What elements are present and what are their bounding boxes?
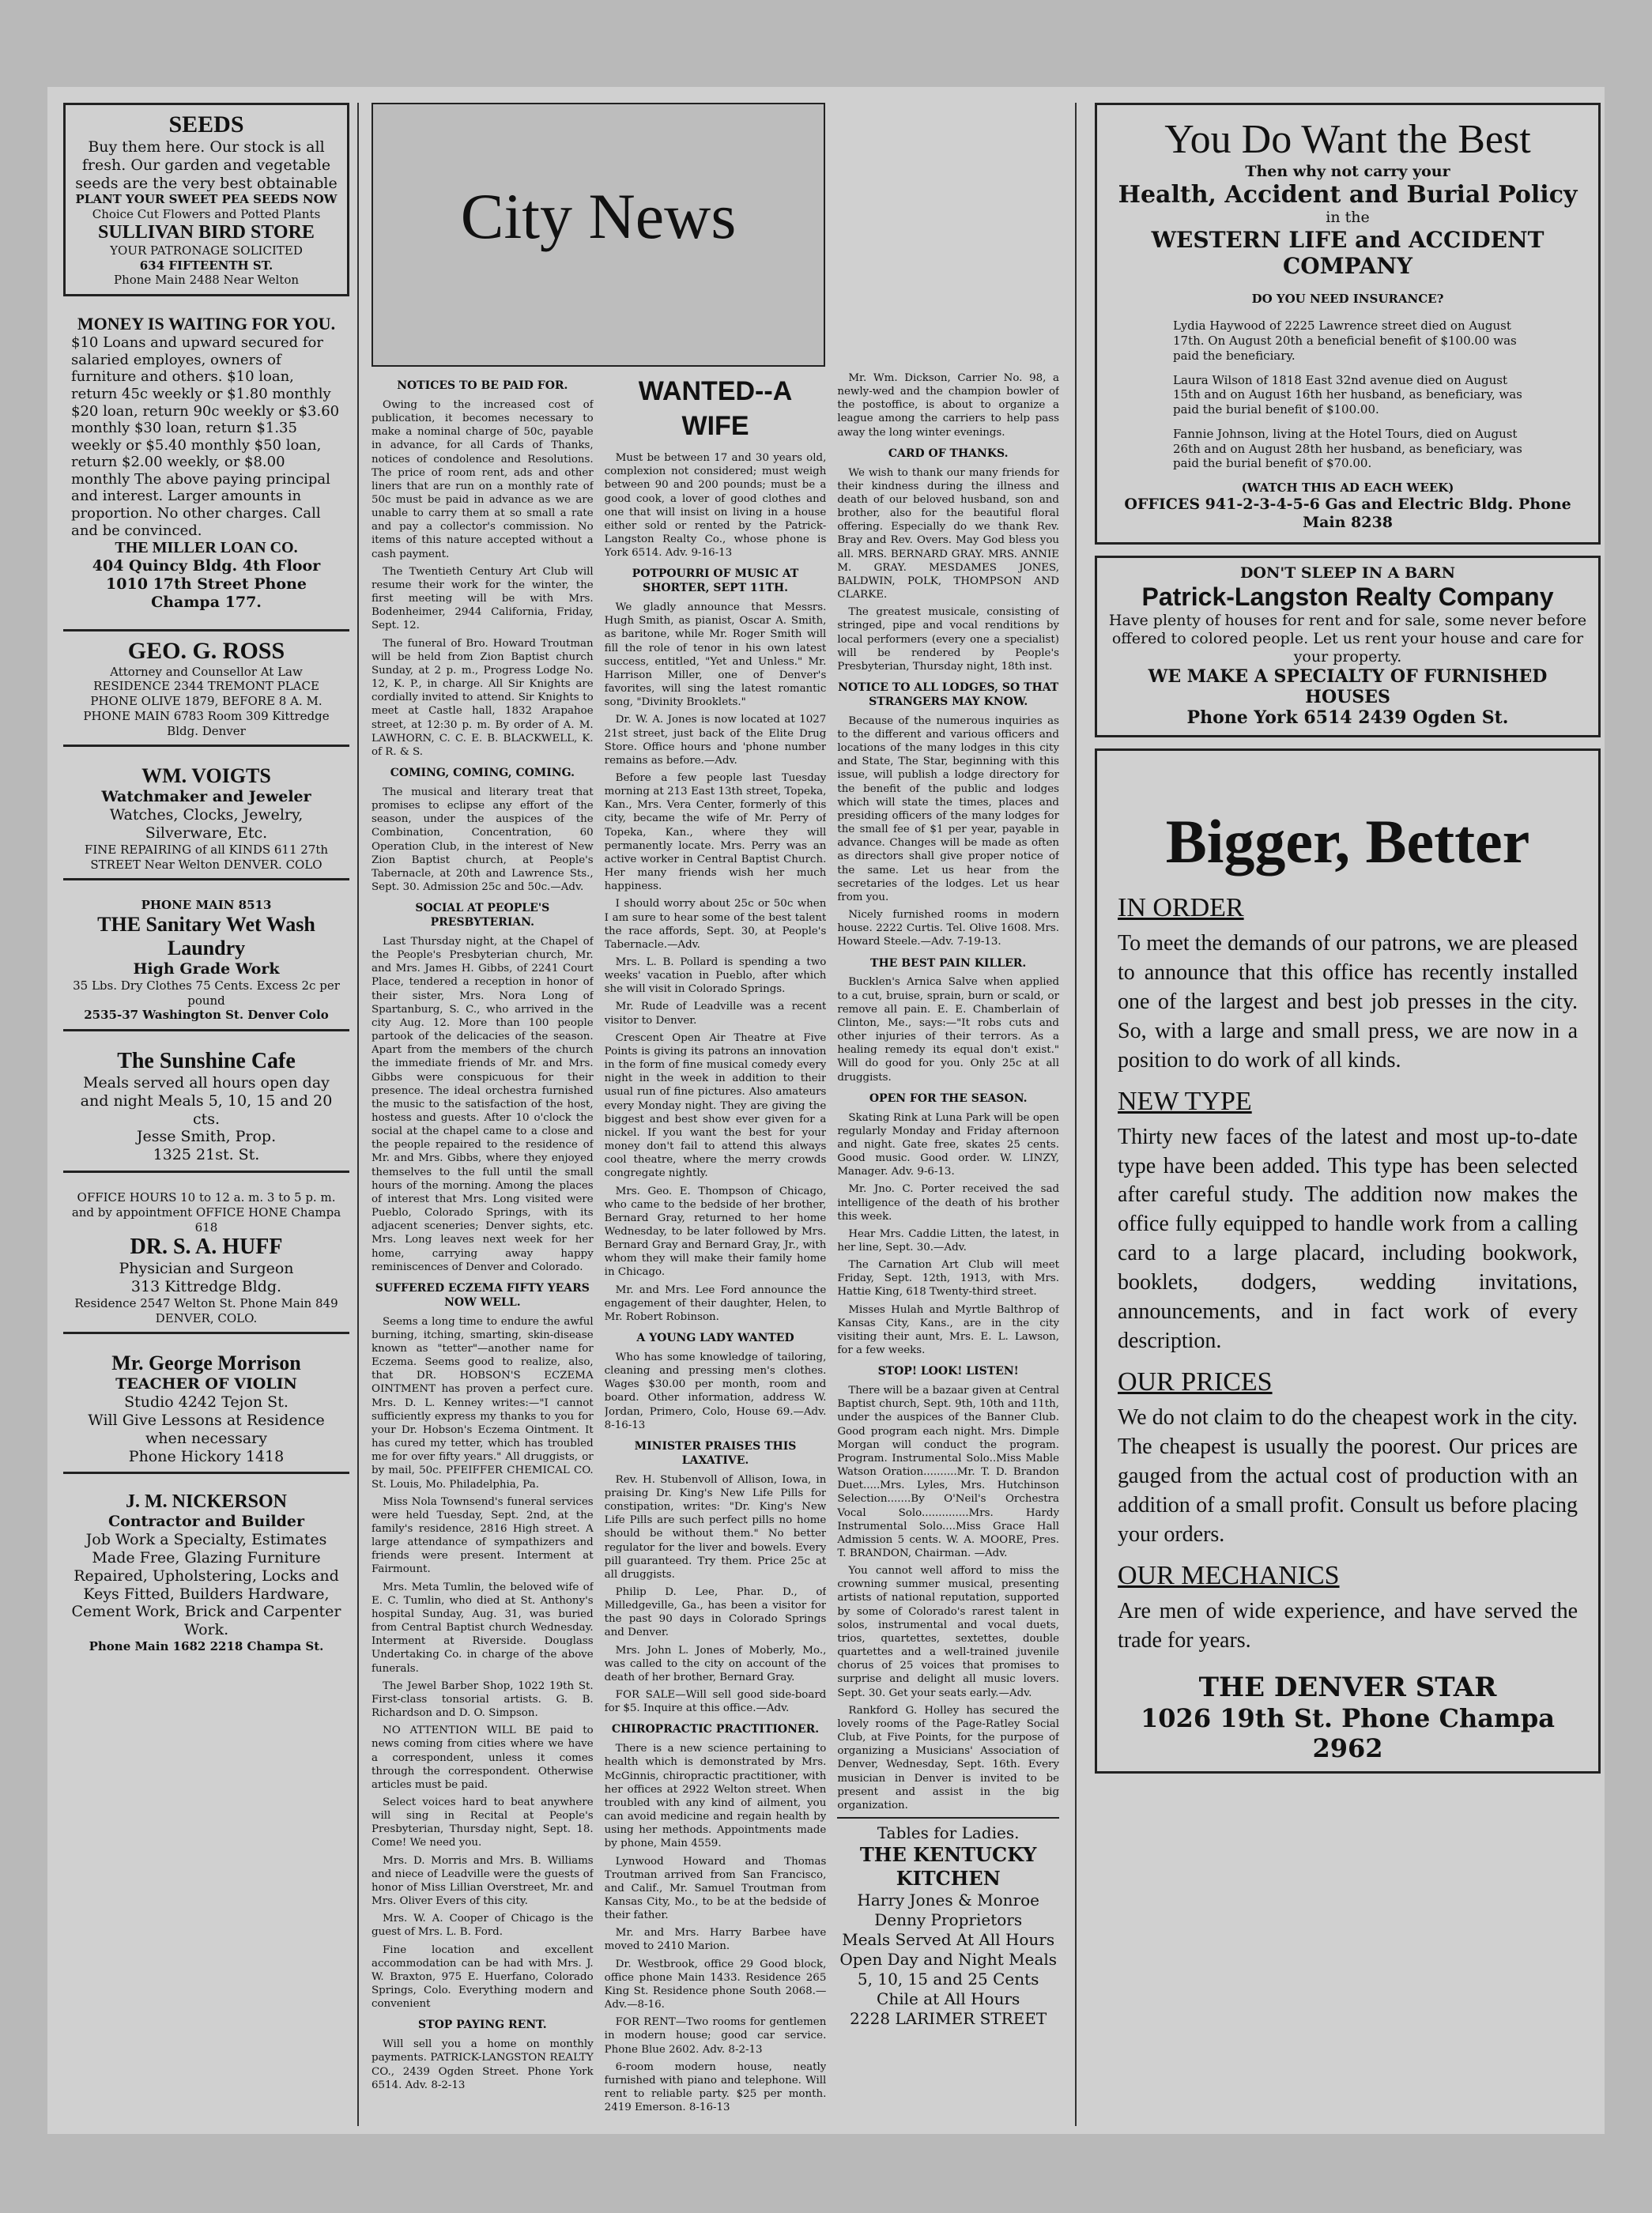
article-body: FOR SALE—Will sell good side-board for $5. Inquire at this office.—Adv. [604, 1689, 827, 1715]
article-body: Select voices hard to beat anywhere will sing in Recital at People's Presbyterian, Thursday night, Sept. 18. Come! We need you. [372, 1796, 594, 1849]
article-body: Nicely furnished rooms in modern house. 2222 Curtis. Tel. Olive 1608. Mrs. Howard Steele.—Adv. 7-19-13. [837, 909, 1059, 948]
article-body: Mr. Wm. Dickson, Carrier No. 98, a newly-wed and the champion bowler of the postoffice, is about to organize a league among the carriers to help pass away the long winter evenings. [837, 372, 1059, 439]
article-body: Mrs. Geo. E. Thompson of Chicago, who came to the bedside of her brother, Bernard Gray, returned to her home Wednesday, to be later followed by Mrs. Bernard Gray and Bernard Gray, Jr., with whom they will make their family home in Chicago. [604, 1185, 827, 1279]
article-headline: SUFFERED ECZEMA FIFTY YEARS NOW WELL. [375, 1281, 590, 1309]
article-body: Lynwood Howard and Thomas Troutman arrived from San Francisco, and Calif., Mr. Samuel Troutman from Kansas City, Mo., to be at the bedside of their father. [604, 1855, 827, 1922]
wanted-headline: WANTED--A WIFE [638, 376, 793, 441]
ad-money: MONEY IS WAITING FOR YOU. $10 Loans and upward secured for salaried employes, owners of furniture and others. $10 loan, return 45c weekly or $1.80 monthly $20 loan, return 90c weekly or $3.60 monthly $30 loan, return $1.35 weekly or $5.40 monthly $50 loan, return $2.00 weekly, or $8.00 monthly The above paying principal and interest. Larger amounts in proportion. No other charges. Call and be convinced. THE MILLER LOAN CO. 404 Quincy Bldg. 4th Floor 1010 17th Street Phone Champa 177. [71, 314, 340, 611]
article-body: Rankford G. Holley has secured the lovely rooms of the Page-Ratley Social Club, at Five Points, for the purpose of organizing a Musicians' Association of Denver, Wednesday, Sept. 16th. Every musician in Denver is invited to be present and assist in the big organization. [837, 1704, 1059, 1811]
article-body: NO ATTENTION WILL BE paid to news coming from cities where we have a correspondent, unless it comes through the correspondent. Otherwise articles must be paid. [372, 1725, 594, 1791]
article-body: Mr. Jno. C. Porter received the sad intelligence of the death of his brother this week. [837, 1183, 1059, 1223]
right-ads-column [1095, 103, 1601, 2126]
ad-patrick-langston: DON'T SLEEP IN A BARN Patrick-Langston Realty Company Have plenty of houses for rent and for sale, some never before offered to colored people. Let us rent your house and care for your property. WE MAKE A SPECIALTY OF FURNISHED HOUSES Phone York 6514 2439 Ogden St. [1095, 556, 1601, 737]
article-body: We gladly announce that Messrs. Hugh Smith, as pianist, Oscar A. Smith, as baritone, while Mr. Roger Smith will fill the role of tenor in his own latest success, entitled, "Yet and Unless." Mr. Harrison Miller, one of Denver's favorites, will sing the latest romantic song, "Divinity Brooklets." [604, 601, 827, 709]
article-body: Fine location and excellent accommodation can be had with Mrs. J. W. Braxton, 975 E. Huerfano, Colorado Springs, Colo. Everything modern and convenient [372, 1943, 594, 2011]
ad-voigts: WM. VOIGTS Watchmaker and Jeweler Watches, Clocks, Jewelry, Silverware, Etc. FINE REPAIRING of all KINDS 611 27th STREET Near Welton DENVER. COLO [63, 758, 349, 880]
article-body: Hear Mrs. Caddie Litten, the latest, in her line, Sept. 30.—Adv. [837, 1227, 1059, 1254]
article-headline: NOTICE TO ALL LODGES, SO THAT STRANGERS MAY KNOW. [838, 681, 1059, 708]
article-body: Dr. Westbrook, office 29 Good block, office phone Main 1433. Residence 265 King St. Residence phone South 2068.—Adv.—8-16. [604, 1958, 827, 2011]
article-headline: CARD OF THANKS. [888, 447, 1009, 460]
ad-seeds: SEEDS Buy them here. Our stock is all fresh. Our garden and vegetable seeds are the very best obtainable PLANT YOUR SWEET PEA SEEDS NOW Choice Cut Flowers and Potted Plants SULLIVAN BIRD STORE YOUR PATRONAGE SOLICITED 634 FIFTEENTH ST. Phone Main 2488 Near Welton [63, 103, 349, 296]
article-headline: SOCIAL AT PEOPLE'S PRESBYTERIAN. [415, 902, 550, 929]
column-rule [1075, 103, 1077, 2126]
article-body: There is a new science pertaining to health which is demonstrated by Mrs. McGinnis, chiropractic practitioner, with her offices at 2922 Welton street. When troubled with any kind of ailment, you can avoid medicine and regain health by using her methods. Appointments made by phone, Main 4559. [604, 1743, 827, 1850]
ad-western-life: You Do Want the Best Then why not carry your Health, Accident and Burial Policy in the WESTERN LIFE and ACCIDENT COMPANY DO YOU NEED INSURANCE? Lydia Haywood of 2225 Lawrence street died on August 17th. On August 20th a beneficial benefit of $100.00 was paid the beneficiary. Laura Wilson of 1818 East 32nd avenue died on August 15th and on August 16th her husband, as beneficiary, was paid the burial benefit of $100.00. Fannie Johnson, living at the Hotel Tours, died on August 26th and on August 28th her husband, as beneficiary, was paid the burial benefit of $70.00. (WATCH THIS AD EACH WEEK) OFFICES 941-2-3-4-5-6 Gas and Electric Bldg. Phone Main 8238 [1095, 103, 1601, 545]
article-headline: STOP PAYING RENT. [418, 2019, 547, 2032]
article-body: Crescent Open Air Theatre at Five Points is giving its patrons an innovation in the form of fine musical comedy every night in the week in addition to their usual run of fine pictures. Also amateurs every Monday night. They are giving the biggest and best show ever given for a nickel. If you want the best for your money don't fail to attend this always cool theatre, where the merry crowds congregate nightly. [604, 1031, 827, 1180]
article-body: Who has some knowledge of tailoring, cleaning and pressing men's clothes. Wages $30.00 per month, room and board. Other information, address W. Jordan, Primero, Colo, House 69.—Adv. 8-16-13 [604, 1351, 827, 1431]
article-body: Bucklen's Arnica Salve when applied to a cut, bruise, sprain, burn or scald, or remove all pain. E. E. Chamberlain of Clinton, Me., says:—"It robs cuts and other injuries of their terrors. As a healing remedy its equal don't exist." Will do good for you. Only 25c at all druggists. [837, 976, 1059, 1084]
article-body: Mr. Rude of Leadville was a recent visitor to Denver. [604, 1001, 827, 1027]
city-news-banner [372, 103, 825, 367]
news-column-3 [837, 371, 1059, 2118]
newspaper-page [47, 87, 1605, 2134]
article-body: 6-room modern house, neatly furnished with piano and telephone. Will rent to reliable party. $25 per month. 2419 Emerson. 8-16-13 [604, 2060, 827, 2114]
article-body: Mrs. W. A. Cooper of Chicago is the guest of Mrs. L. B. Ford. [372, 1913, 594, 1939]
banner-title: City News [460, 180, 737, 252]
article-body: There will be a bazaar given at Central Baptist church, Sept. 9th, 10th and 11th, under the auspices of the Banner Club. Good program each night. Mrs. Dimple Morgan will conduct the program. Program. Instrumental Solo..Miss Mable Watson Oration..........Mr. T. D. Brandon Duet.....Mrs. Lyles, Mrs. Hutchinson Selection.......By O'Neil's Orchestra Vocal Solo..............Mrs. Hardy Instrumental Solo....Miss Grace Hall Admission 5 cents. W. A. MOORE, Pres. T. BRANDON, Chairman. —Adv. [837, 1385, 1059, 1559]
article-body: The Twentieth Century Art Club will resume their work for the winter, the first meeting will be with Mrs. Bodenheimer, 2944 California, Friday, Sept. 12. [372, 565, 594, 632]
article-body: Mrs. Meta Tumlin, the beloved wife of E. C. Tumlin, who died at St. Anthony's hospital Sunday, Aug. 31, was buried from Central Baptist church Wednesday. Interment at Riverside. Douglass Undertaking Co. in charge of the above funerals. [372, 1581, 594, 1675]
article-body: Last Thursday night, at the Chapel of the People's Presbyterian church, Mr. and Mrs. James H. Gibbs, of 2241 Court Place, tendered a reception in honor of their sister, Mrs. Nora Long of Spartanburg, S. C., who arrived in the city Aug. 12. More than 100 people partook of the delicacies of the season. Apart from the members of the church the immediate friends of Mr. and Mrs. Gibbs were conspicuous for their presence. The ideal orchestra furnished the music to the satisfaction of the host, hostess and guests. After 10 o'clock the social at the chapel came to a close and the people repaired to the residence of Mr. and Mrs. Gibbs, where they enjoyed themselves to the full until the small hours of the morning. Among the places of interest that Mrs. Long visited were Pueblo, Colorado Springs, with its adjacent sceneries; Denver sights, etc. Mrs. Long leaves next week for her home, carrying away happy reminiscences of Denver and Colorado. [372, 935, 594, 1273]
article-headline: STOP! LOOK! LISTEN! [877, 1365, 1019, 1378]
article-body: We wish to thank our many friends for their kindness during the illness and death of our beloved husband, son and brother, also for the beautiful floral offering. Especially do we thank Rev. Bray and Rev. Overs. May God bless you all. MRS. BERNARD GRAY. MRS. ANNIE M. GRAY. MESDAMES JONES, BALDWIN, POLK, THOMPSON AND CLARKE. [837, 466, 1059, 601]
article-body: Because of the numerous inquiries as to the different and various officers and locations of the many lodges in this city and State, The Star, beginning with this issue, will publish a lodge directory for the benefit of the public and lodges which will state the times, places and presiding officers of the many lodges for the small fee of $1 per year, payable in advance. Changes will be made as often as directors shall give proper notice of the same. Let us hear from the secretaries of the lodges. Let us hear from you. [837, 714, 1059, 903]
article-headline: MINISTER PRAISES THIS LAXATIVE. [634, 1439, 797, 1467]
ad-ross: GEO. G. ROSS Attorney and Counsellor At Law RESIDENCE 2344 TREMONT PLACE PHONE OLIVE 1879, BEFORE 8 A. M. PHONE MAIN 6783 Room 309 Kittredge Bldg. Denver [63, 629, 349, 748]
news-column-1 [372, 371, 594, 2118]
article-headline: POTPOURRI OF MUSIC AT SHORTER, SEPT 11TH. [632, 567, 799, 595]
ad-title: SEEDS [168, 111, 244, 138]
ad-morrison: Mr. George Morrison TEACHER OF VIOLIN Studio 4242 Tejon St. Will Give Lessons at Residence when necessary Phone Hickory 1418 [63, 1345, 349, 1474]
city-news-section [372, 103, 1059, 2126]
column-rule [357, 103, 359, 2126]
article-body: Dr. W. A. Jones is now located at 1027 21st street, just back of the Elite Drug Store. Office hours and 'phone number remains as before.—Adv. [604, 714, 827, 767]
article-body: Will sell you a home on monthly payments. PATRICK-LANGSTON REALTY CO., 2439 Ogden Street. Phone York 6514. Adv. 8-2-13 [372, 2038, 594, 2091]
article-headline: COMING, COMING, COMING. [390, 766, 575, 779]
article-body: I should worry about 25c or 50c when I am sure to hear some of the best talent the race affords, Sept. 30, at People's Tabernacle.—Adv. [604, 898, 827, 951]
article-body: FOR RENT—Two rooms for gentlemen in modern house; good car service. Phone Blue 2602. Adv. 8-2-13 [604, 2016, 827, 2056]
article-body: Before a few people last Tuesday morning at 213 East 13th street, Topeka, Kan., Mrs. Vera Center, formerly of this city, became the wife of Mr. Perry of Topeka, Kan., where they will permanently locate. Mrs. Perry was an active worker in Central Baptist Church. Her many friends wish her much happiness. [604, 771, 827, 893]
article-body: The musical and literary treat that promises to eclipse any effort of the season, under the auspices of the Combination, Concentration, 60 Operation Club, in the interest of New Zion Baptist church, at People's Tabernacle, at 20th and Lawrence Sts., Sept. 30. Admission 25c and 50c.—Adv. [372, 786, 594, 893]
article-body: Must be between 17 and 30 years old, complexion not considered; must weigh between 90 and 200 pounds; must be a good cook, a lover of good clothes and one that will insist on living in a house either sold or rented by the Patrick-Langston Realty Co., whose phone is York 6514. Adv. 9-16-13 [604, 452, 827, 560]
article-headline: OPEN FOR THE SEASON. [869, 1091, 1028, 1105]
ad-huff: OFFICE HOURS 10 to 12 a. m. 3 to 5 p. m. and by appointment OFFICE HONE Champa 618 DR. S. A. HUFF Physician and Surgeon 313 Kittredge Bldg. Residence 2547 Welton St. Phone Main 849 DENVER, COLO. [63, 1184, 349, 1334]
ad-laundry: PHONE MAIN 8513 THE Sanitary Wet Wash Laundry High Grade Work 35 Lbs. Dry Clothes 75 Cents. Excess 2c per pound 2535-37 Washington St. Denver Colo [63, 892, 349, 1031]
ad-nickerson: J. M. NICKERSON Contractor and Builder Job Work a Specialty, Estimates Made Free, Glazing Furniture Repaired, Upholstering, Locks and Keys Fitted, Builders Hardware, Cement Work, Brick and Carpenter Work. Phone Main 1682 2218 Champa St. [71, 1491, 341, 1653]
article-body: Mrs. D. Morris and Mrs. B. Williams and niece of Leadville were the guests of honor of Miss Lillian Overstreet, Mr. and Mrs. Oliver Evers of this city. [372, 1854, 594, 1908]
article-body: Misses Hulah and Myrtle Balthrop of Kansas City, Kans., are in the city visiting their aunt, Mrs. E. L. Lawson, for a few weeks. [837, 1303, 1059, 1357]
article-body: Skating Rink at Luna Park will be open regularly Monday and Friday afternoon and night. Gate free, skates 25 cents. Good music. Good order. W. LINZY, Manager. Adv. 9-6-13. [837, 1111, 1059, 1178]
article-body: Mrs. John L. Jones of Moberly, Mo., was called to the city on account of the death of her brother, Bernard Gray. [604, 1644, 827, 1683]
article-body: Owing to the increased cost of publication, it becomes necessary to make a nominal charge of 50c, payable in advance, for all Cards of Thanks, notices of condolence and Resolutions. The price of room rent, ads and other liners that are run on a monthly rate of 50c must be paid in advance as we are unable to carry them at so small a rate and pay a collector's commission. No items of this nature accepted without a cash payment. [372, 398, 594, 560]
article-headline: A YOUNG LADY WANTED [636, 1332, 794, 1345]
news-subcolumns [372, 371, 1059, 2118]
article-body: The funeral of Bro. Howard Troutman will be held from Zion Baptist church Sunday, at 2 p. m., Progress Lodge No. 12, K. P., in charge. All Sir Knights are cordially invited to attend. Sir Knights to meet at Castle hall, 1832 Arapahoe street, at 12:30 p. m. By order of A. M. LAWHORN, C. C. E. B. BLACKWELL, K. of R. & S. [372, 637, 594, 758]
article-body: Mr. and Mrs. Lee Ford announce the engagement of their daughter, Helen, to Mr. Robert Robinson. [604, 1284, 827, 1323]
ad-kentucky-kitchen: Tables for Ladies. THE KENTUCKY KITCHEN Harry Jones & Monroe Denny Proprietors Meals Served At All Hours Open Day and Night Meals 5, 10, 15 and 25 Cents Chile at All Hours 2228 LARIMER STREET [837, 1817, 1059, 2029]
article-body: The Jewel Barber Shop, 1022 19th St. First-class tonsorial artists. G. B. Richardson and D. O. Simpson. [372, 1680, 594, 1720]
ad-denver-star: Bigger, Better IN ORDER To meet the demands of our patrons, we are pleased to announce that this office has recently installed one of the largest and best job presses in the city. So, with a large and small press, we are now in a position to do work of all kinds. NEW TYPE Thirty new faces of the latest and most up-to-date type have been added. This type has been selected after careful study. The addition now makes the office fully equipped to handle work from a calling card to a large placard, including bookwork, booklets, dodgers, wedding invitations, announcements, and in fact work of every description. OUR PRICES We do not claim to do the cheapest work in the city. The cheapest is usually the poorest. Our prices are gauged from the actual cost of production with an addition of a small profit. Consult us before placing your orders. OUR MECHANICS Are men of wide experience, and have served the trade for years. THE DENVER STAR 1026 19th St. Phone Champa 2962 [1095, 748, 1601, 1774]
article-headline: THE BEST PAIN KILLER. [870, 956, 1027, 970]
article-body: You cannot well afford to miss the crowning summer musical, presenting artists of national reputation, supported by some of Colorado's rarest talent in solos, instrumental and vocal duets, trios, quartettes, sextettes, double quartettes and a well-trained juvenile chorus of 25 voices that promises to surprise and delight all music lovers. Sept. 30. Get your seats early.—Adv. [837, 1565, 1059, 1699]
article-body: Rev. H. Stubenvoll of Allison, Iowa, in praising Dr. King's New Life Pills for constipation, writes: "Dr. King's New Life Pills are such perfect pills no home should be without them." No better regulator for the liver and bowels. Every pill guaranteed. Try them. Price 25c at all druggists. [604, 1473, 827, 1581]
article-body: Philip D. Lee, Phar. D., of Milledgeville, Ga., has been a visitor for the past 90 days in Colorado Springs and Denver. [604, 1585, 827, 1639]
article-headline: CHIROPRACTIC PRACTITIONER. [611, 1723, 820, 1736]
article-body: The greatest musicale, consisting of stringed, pipe and vocal renditions by local performers (every one a specialist) will be rendered by People's Presbyterian, Thursday night, 18th inst. [837, 606, 1059, 673]
article-headline: NOTICES TO BE PAID FOR. [397, 379, 568, 392]
article-body: Mrs. L. B. Pollard is spending a two weeks' vacation in Pueblo, after which she will visit in Colorado Springs. [604, 956, 827, 996]
article-body: Mr. and Mrs. Harry Barbee have moved to 2410 Marion. [604, 1927, 827, 1953]
article-body: Seems a long time to endure the awful burning, itching, smarting, skin-disease known as "tetter"—another name for Eczema. Seems good to realize, also, that DR. HOBSON'S ECZEMA OINTMENT has proven a perfect cure. Mrs. D. L. Kenney writes:—"I cannot sufficiently express my thanks to you for your Dr. Hobson's Eczema Ointment. It has cured my tetter, which has troubled me for over fifty years." All druggists, or by mail, 50c. PFEIFFER CHEMICAL CO. St. Louis, Mo. Philadelphia, Pa. [372, 1315, 594, 1491]
article-body: The Carnation Art Club will meet Friday, Sept. 12th, 1913, with Mrs. Hattie King, 618 Twenty-third street. [837, 1259, 1059, 1299]
left-ads-column [63, 103, 349, 2126]
article-body: Miss Nola Townsend's funeral services were held Tuesday, Sept. 2nd, at the family's residence, 2816 High street. A large attendance of sympathizers and friends were present. Interment at Fairmount. [372, 1495, 594, 1576]
ad-cafe: The Sunshine Cafe Meals served all hours open day and night Meals 5, 10, 15 and 20 cts. Jesse Smith, Prop. 1325 21st. St. [63, 1042, 349, 1173]
news-column-2 [605, 371, 827, 2118]
